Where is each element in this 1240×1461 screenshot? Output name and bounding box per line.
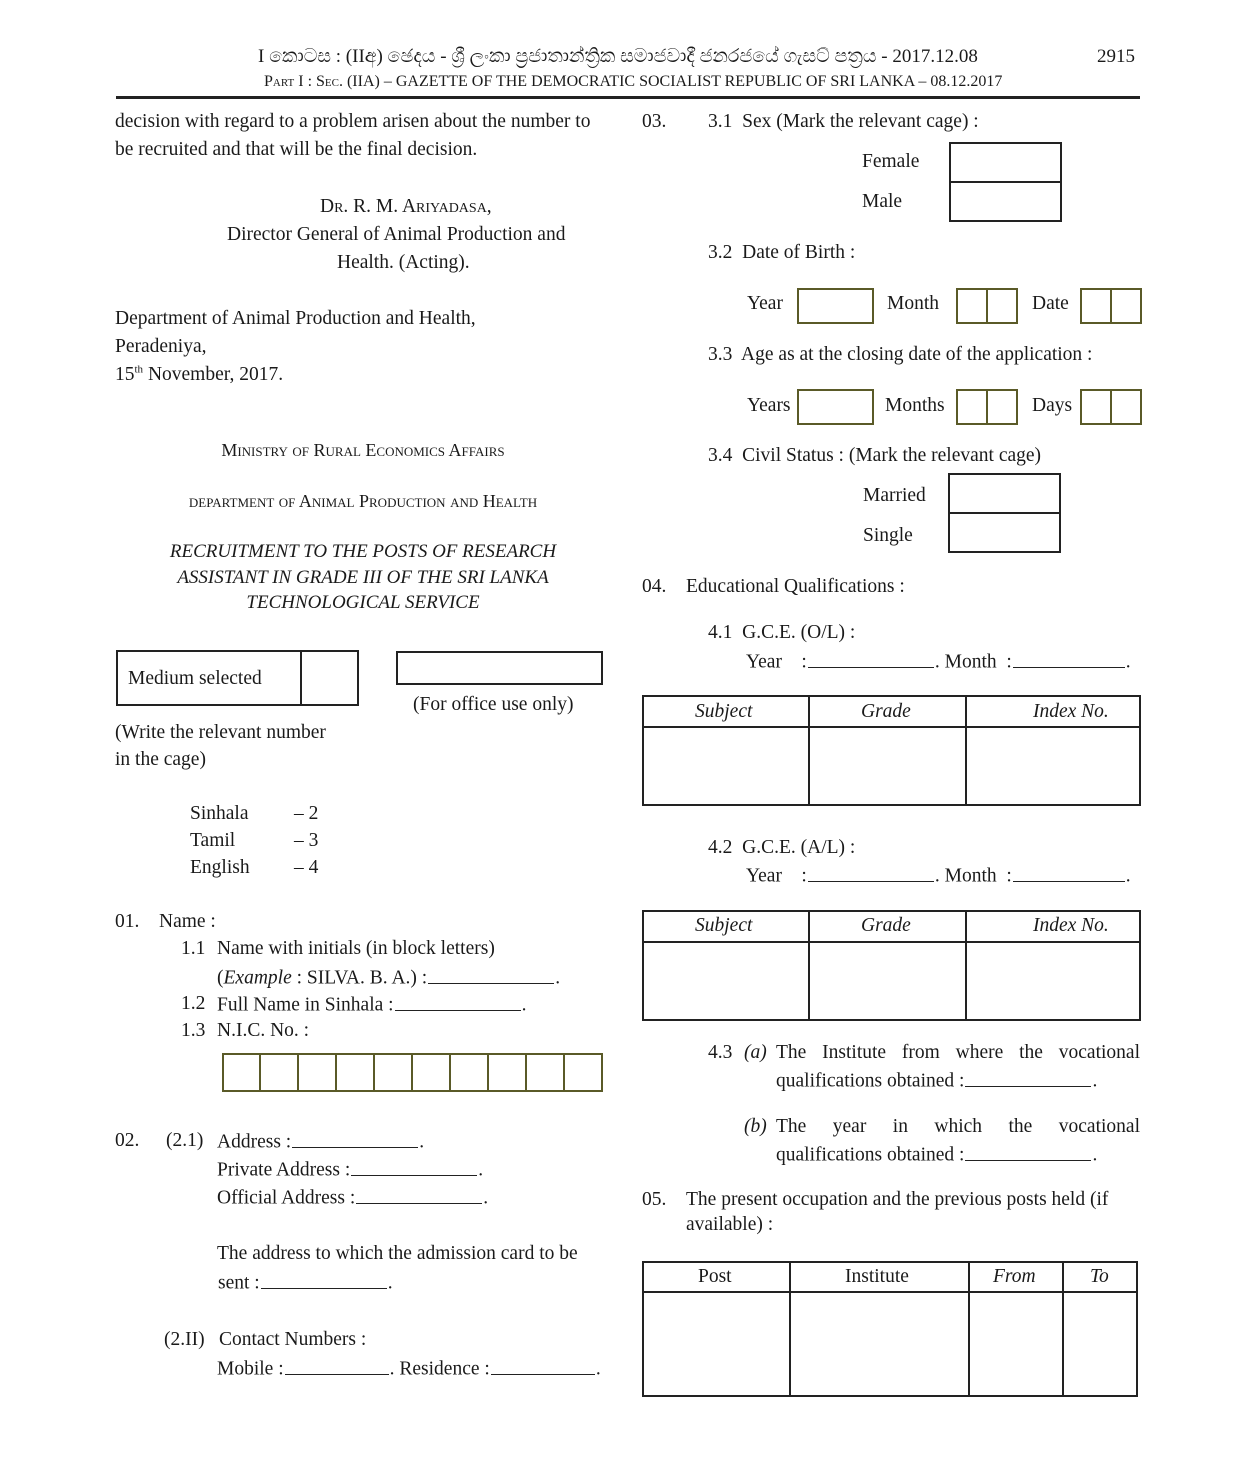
ol-year-month-line: Year : . Month : . (746, 649, 1131, 674)
dob-date-divider (1110, 288, 1112, 324)
al-header-grade: Grade (861, 915, 911, 936)
section-3-1-title: 3.1 Sex (Mark the relevant cage) : (708, 111, 979, 132)
medium-option-code: – 4 (294, 857, 319, 878)
address-line: Address : . (217, 1129, 424, 1154)
section-05-number: 05. (642, 1189, 667, 1210)
vocational-institute-line-1: The Institute from where the vocational (776, 1042, 1140, 1063)
medium-selected-label: Medium selected (128, 668, 262, 689)
section-1-2-number: 1.2 (181, 993, 206, 1014)
section-4-3-a-letter: (a) (744, 1042, 767, 1063)
section-2-ii-number: (2.II) (164, 1329, 205, 1350)
sinhala-name-blank[interactable] (395, 992, 521, 1011)
ol-year-label: Year : (746, 651, 807, 673)
issue-date-suffix: th (134, 363, 144, 376)
address-label: Address : (217, 1131, 292, 1153)
private-address-label: Private Address : (217, 1159, 351, 1181)
nic-box-divider (563, 1053, 565, 1092)
al-table-divider (965, 910, 967, 1021)
nic-box-divider (449, 1053, 451, 1092)
section-03-number: 03. (642, 111, 667, 132)
admission-address-blank[interactable] (261, 1270, 387, 1289)
medium-option-name: Tamil (190, 830, 236, 851)
al-month-blank[interactable] (1013, 863, 1125, 882)
header-sinhala-line: I කොටස : (IIඅ) ඡෙදය - ශ්‍රී ලංකා ප්‍රජාතාන්ත්‍රික සමාජවාදී ජනරජයේ ගැසට් පත්‍රය - 2017.12.08 (258, 46, 978, 67)
issue-date-rest: November, 2017. (143, 364, 284, 385)
page-number: 2915 (1097, 46, 1135, 67)
female-cage[interactable] (949, 142, 1062, 183)
age-days-divider (1110, 389, 1112, 425)
dob-year-label: Year (747, 293, 783, 314)
private-address-line: Private Address : . (217, 1157, 483, 1182)
vocational-institute-blank[interactable] (965, 1068, 1091, 1087)
single-label: Single (863, 525, 913, 546)
office-use-label: (For office use only) (413, 694, 574, 715)
occupation-header-to: To (1090, 1266, 1109, 1287)
medium-option-code: – 3 (294, 830, 319, 851)
section-4-3-b-letter: (b) (744, 1116, 767, 1137)
example-rest: : SILVA. B. A.) : (291, 967, 428, 989)
mobile-blank[interactable] (285, 1356, 389, 1375)
official-address-line: Official Address : . (217, 1185, 488, 1210)
issue-date (115, 363, 283, 386)
dob-year-box[interactable] (797, 288, 874, 324)
ol-header-grade: Grade (861, 701, 911, 722)
al-year-blank[interactable] (808, 863, 934, 882)
age-days-label: Days (1032, 395, 1073, 416)
single-cage[interactable] (948, 512, 1061, 553)
ol-month-blank[interactable] (1013, 649, 1125, 668)
occupation-header-institute: Institute (845, 1266, 909, 1287)
section-3-2-title: 3.2 Date of Birth : (708, 242, 856, 263)
al-header-index: Index No. (1033, 915, 1109, 936)
nic-box-divider (335, 1053, 337, 1092)
married-label: Married (863, 485, 926, 506)
intro-line-1: decision with regard to a problem arisen about the number to (115, 111, 591, 132)
private-address-blank[interactable] (351, 1157, 477, 1176)
ol-month-label: . Month : (934, 651, 1012, 673)
al-table-header-rule (642, 941, 1141, 943)
dob-month-divider (986, 288, 988, 324)
section-01-title: Name : (159, 911, 216, 932)
age-months-label: Months (885, 395, 945, 416)
write-note-2: in the cage) (115, 749, 206, 770)
admission-address-line-2: sent : . (218, 1270, 393, 1295)
occupation-table-divider (968, 1261, 970, 1397)
example-open-paren: ( (217, 967, 224, 989)
ministry-title: Ministry of Rural Economics Affairs (221, 440, 505, 460)
recruitment-title-2: ASSISTANT IN GRADE III OF THE SRI LANKA (177, 567, 549, 588)
admission-address-line-1: The address to which the admission card to be (217, 1243, 578, 1264)
section-2-1-number: (2.1) (166, 1130, 204, 1151)
department-line-1: Department of Animal Production and Health, (115, 308, 476, 329)
vocational-institute-label: qualifications obtained : (776, 1070, 965, 1092)
nic-box-divider (297, 1053, 299, 1092)
vocational-institute-line-2: qualifications obtained : . (776, 1068, 1097, 1093)
occupation-header-post: Post (698, 1266, 732, 1287)
department-title: department of Animal Production and Health (188, 491, 538, 511)
address-blank[interactable] (292, 1129, 418, 1148)
signatory-title-1: Director General of Animal Production and (227, 224, 566, 245)
al-header-subject: Subject (695, 915, 753, 936)
write-note-1: (Write the relevant number (115, 722, 326, 743)
section-01-number: 01. (115, 911, 140, 932)
ol-header-subject: Subject (695, 701, 753, 722)
section-1-1-example: (Example : SILVA. B. A.) : . (217, 965, 560, 990)
section-3-4-title: 3.4 Civil Status : (Mark the relevant cage) (708, 445, 1042, 466)
contact-numbers-line: Mobile : . Residence : . (217, 1356, 601, 1381)
occupation-table-divider (789, 1261, 791, 1397)
section-1-2-text: Full Name in Sinhala : (217, 994, 394, 1016)
office-use-box[interactable] (396, 651, 603, 685)
occupation-table-divider (1062, 1261, 1064, 1397)
age-years-box[interactable] (797, 389, 874, 425)
dob-date-label: Date (1032, 293, 1069, 314)
name-initials-blank[interactable] (428, 965, 554, 984)
section-3-3-title: 3.3 Age as at the closing date of the application : (708, 344, 1093, 365)
ol-table-divider (808, 695, 810, 806)
male-label: Male (862, 191, 903, 212)
section-1-3-text: N.I.C. No. : (217, 1020, 310, 1041)
section-05-line-1: The present occupation and the previous posts held (if (686, 1189, 1109, 1210)
signatory-name: Dr. R. M. Ariyadasa, (320, 196, 492, 217)
header-english-line: Part I : Sec. (IIA) – GAZETTE OF THE DEMOCRATIC SOCIALIST REPUBLIC OF SRI LANKA – 08.12.2017 (264, 73, 1003, 90)
section-4-1-title: 4.1 G.C.E. (O/L) : (708, 622, 856, 643)
issue-date-day: 15 (115, 364, 135, 385)
al-year-label: Year : (746, 865, 807, 887)
official-address-blank[interactable] (356, 1185, 482, 1204)
department-line-2: Peradeniya, (115, 336, 207, 357)
official-address-label: Official Address : (217, 1187, 356, 1209)
recruitment-title-3: TECHNOLOGICAL SERVICE (246, 592, 480, 613)
ol-table-divider (965, 695, 967, 806)
signatory-title-2: Health. (Acting). (337, 252, 470, 273)
nic-box-divider (411, 1053, 413, 1092)
age-months-divider (986, 389, 988, 425)
section-04-title: Educational Qualifications : (686, 576, 905, 597)
vocational-year-line-1: The year in which the vocational (776, 1116, 1140, 1137)
section-1-1-number: 1.1 (181, 938, 206, 959)
section-4-3-number: 4.3 (708, 1042, 733, 1063)
example-word: Example (223, 967, 292, 989)
section-1-2-text-line: Full Name in Sinhala : . (217, 992, 526, 1017)
mobile-label: Mobile : (217, 1358, 284, 1380)
nic-box-divider (259, 1053, 261, 1092)
age-years-label: Years (747, 395, 791, 416)
al-month-label: . Month : (934, 865, 1012, 887)
medium-option-name: Sinhala (190, 803, 249, 824)
al-table-divider (808, 910, 810, 1021)
dob-month-label: Month (887, 293, 940, 314)
recruitment-title-1: RECRUITMENT TO THE POSTS OF RESEARCH (169, 541, 557, 562)
occupation-header-from: From (993, 1266, 1036, 1287)
ol-year-blank[interactable] (808, 649, 934, 668)
nic-box-divider (373, 1053, 375, 1092)
intro-line-2: be recruited and that will be the final decision. (115, 139, 478, 160)
section-02-number: 02. (115, 1130, 140, 1151)
medium-option-name: English (190, 857, 250, 878)
header-rule (116, 96, 1140, 99)
nic-box-divider (487, 1053, 489, 1092)
vocational-year-line-2: qualifications obtained : . (776, 1142, 1097, 1167)
medium-selected-cage[interactable] (301, 651, 358, 705)
section-04-number: 04. (642, 576, 667, 597)
nic-box-divider (525, 1053, 527, 1092)
married-cage[interactable] (948, 473, 1061, 514)
vocational-year-label: qualifications obtained : (776, 1144, 965, 1166)
medium-option-code: – 2 (294, 803, 319, 824)
residence-blank[interactable] (491, 1356, 595, 1375)
female-label: Female (862, 151, 920, 172)
section-1-1-text: Name with initials (in block letters) (217, 938, 495, 959)
al-year-month-line: Year : . Month : . (746, 863, 1131, 888)
section-05-line-2: available) : (686, 1214, 774, 1235)
admission-sent-label: sent : (218, 1272, 260, 1294)
vocational-year-blank[interactable] (965, 1142, 1091, 1161)
section-1-3-number: 1.3 (181, 1020, 206, 1041)
ol-table-header-rule (642, 726, 1141, 728)
residence-label: . Residence : (389, 1358, 490, 1380)
section-4-2-title: 4.2 G.C.E. (A/L) : (708, 837, 856, 858)
contact-numbers-title: Contact Numbers : (219, 1329, 367, 1350)
male-cage[interactable] (949, 181, 1062, 222)
ol-header-index: Index No. (1033, 701, 1109, 722)
